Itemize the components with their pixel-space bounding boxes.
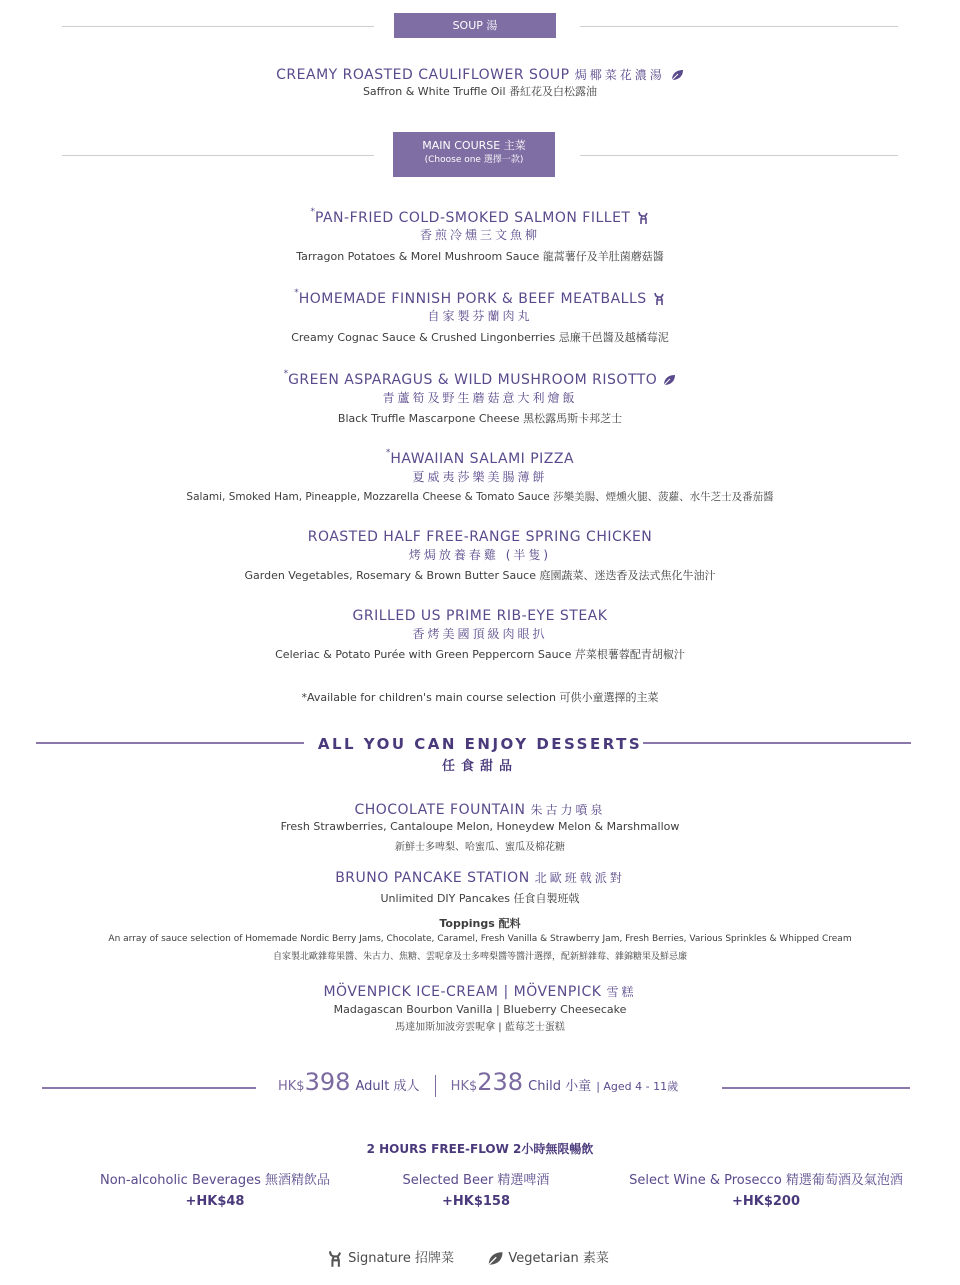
freeflow-option-2 [356, 1169, 596, 1209]
main-dish-5 [0, 526, 960, 545]
toppings-label: Toppings 配料 [439, 917, 521, 930]
child-age: | Aged 4 - 11歲 [596, 1080, 679, 1093]
main-dish-3 [0, 369, 960, 388]
beverage-price: +HK$200 [731, 1194, 801, 1209]
beverage-price: +HK$48 [185, 1194, 245, 1209]
dish-desc: Fresh Strawberries, Cantaloupe Melon, Honeydew Melon & Marshmallow [280, 820, 680, 833]
dish-desc: Madagascan Bourbon Vanilla | Blueberry Cheesecake [333, 1003, 627, 1016]
movenpick-ice-cream [0, 981, 960, 1000]
dish-desc: Celeriac & Potato Purée with Green Peppercorn Sauce 芹菜根薯蓉配青胡椒汁 [275, 648, 685, 661]
vegetarian-icon [662, 374, 676, 386]
price-separator [435, 1075, 436, 1097]
dish-name-en: BRUNO PANCAKE STATION [335, 870, 530, 886]
main-sublabel-text: (Choose one 選擇一款) [424, 155, 524, 165]
dish-desc: Garden Vegetables, Rosemary & Brown Butter Sauce 庭園蔬菜、迷迭香及法式焦化牛油汁 [244, 569, 716, 582]
children-note: *Available for children's main course selection 可供小童選擇的主菜 [301, 691, 659, 704]
toppings-desc: An array of sauce selection of Homemade Nordic Berry Jams, Chocolate, Caramel, Fresh Vanilla & Strawberry Jam, Fresh Berries, Various Sprinkles & Whipped Cream [108, 934, 852, 944]
dish-desc: Salami, Smoked Ham, Pineapple, Mozzarella Cheese & Tomato Sauce 莎樂美腸、煙燻火腿、菠蘿、水牛芝士及番茄醬 [186, 491, 774, 503]
dish-name-zh: 夏威夷莎樂美腸薄餅 [412, 470, 548, 484]
signature-icon [326, 1250, 344, 1268]
dish-name-zh: 雪糕 [606, 985, 637, 999]
main-dish-4 [0, 448, 960, 467]
chocolate-fountain [0, 799, 960, 818]
dish-name-zh: 焗椰菜花濃湯 [574, 68, 665, 82]
beverage-price: +HK$158 [441, 1194, 511, 1209]
main-dish-1 [0, 207, 960, 226]
dish-name-en: GREEN ASPARAGUS & WILD MUSHROOM RISOTTO [288, 372, 658, 388]
adult-price: 398 [304, 1068, 351, 1096]
dish-desc-zh: 新鮮士多啤梨、哈蜜瓜、蜜瓜及棉花糖 [395, 842, 565, 853]
soup-section-label [394, 13, 556, 38]
dish-name-zh: 北歐班戟派對 [534, 871, 625, 885]
dish-desc: Tarragon Potatoes & Morel Mushroom Sauce 龍蒿薯仔及羊肚菌蘑菇醬 [296, 250, 664, 263]
pricing-row [278, 1068, 678, 1097]
dish-name-en: HAWAIIAN SALAMI PIZZA [390, 451, 575, 467]
soup-desc: Saffron & White Truffle Oil 番紅花及白松露油 [362, 85, 598, 98]
divider-line [580, 26, 898, 27]
freeflow-option-1 [70, 1169, 360, 1209]
child-price: 238 [477, 1068, 524, 1096]
toppings-desc-zh: 自家製北歐雜莓果醬、朱古力、焦糖、雲呢拿及士多啤梨醬等醬汁選擇，配新鮮雜莓、雜錦糖果及鮮忌廉 [272, 952, 687, 962]
child-star: * [294, 288, 299, 298]
dish-name-en: HOMEMADE FINNISH PORK & BEEF MEATBALLS [298, 291, 647, 307]
soup-dish [0, 64, 960, 83]
child-label: Child 小童 [528, 1079, 592, 1094]
dish-name-zh: 香烤美國頂級肉眼扒 [412, 627, 548, 641]
dish-desc: Unlimited DIY Pancakes 任食自製班戟 [380, 892, 580, 905]
pancake-station [0, 867, 960, 886]
beverage-name: Select Wine & Prosecco 精選葡萄酒及氣泡酒 [629, 1173, 903, 1188]
child-currency: HK$ [450, 1079, 478, 1094]
divider-line [722, 1087, 910, 1089]
dish-name-zh: 青蘆筍及野生蘑菇意大利燴飯 [382, 391, 578, 405]
adult-currency: HK$ [278, 1079, 305, 1094]
dish-name-en: PAN-FRIED COLD-SMOKED SALMON FILLET [314, 210, 631, 226]
divider-line [42, 1087, 256, 1089]
dish-name-zh: 自家製芬蘭肉丸 [427, 309, 533, 323]
child-star: * [310, 207, 315, 217]
adult-label: Adult 成人 [355, 1079, 420, 1094]
child-star: * [283, 369, 289, 379]
signature-icon [652, 292, 666, 306]
dish-desc-zh: 馬達加斯加波旁雲呢拿 | 藍莓芝士蛋糕 [395, 1022, 565, 1033]
dish-name-en: ROASTED HALF FREE-RANGE SPRING CHICKEN [307, 529, 653, 545]
dish-name-zh: 烤焗放養春雞 (半隻) [408, 548, 552, 562]
main-course-section-label [393, 132, 555, 177]
beverage-name: Selected Beer 精選啤酒 [402, 1173, 550, 1188]
divider-line [580, 155, 898, 156]
beverage-name: Non-alcoholic Beverages 無酒精飲品 [99, 1173, 331, 1188]
dish-desc: Black Truffle Mascarpone Cheese 黑松露馬斯卡邦芝士 [337, 412, 623, 425]
dish-name-zh: 朱古力噴泉 [530, 803, 606, 817]
signature-legend-label: Signature 招牌菜 [348, 1251, 454, 1266]
vegetarian-icon [670, 69, 684, 81]
dish-name-en: CREAMY ROASTED CAULIFLOWER SOUP [276, 67, 570, 83]
main-dish-6 [0, 605, 960, 624]
child-star: * [385, 448, 391, 458]
desserts-title: ALL YOU CAN ENJOY DESSERTS [317, 735, 643, 753]
legend [326, 1247, 609, 1268]
freeflow-title: 2 HOURS FREE-FLOW 2小時無限暢飲 [366, 1142, 594, 1156]
vegetarian-legend-label: Vegetarian 素菜 [508, 1251, 609, 1266]
dish-name-en: CHOCOLATE FOUNTAIN [354, 802, 526, 818]
dish-name-en: GRILLED US PRIME RIB-EYE STEAK [352, 608, 608, 624]
divider-line [62, 26, 374, 27]
soup-label-text: SOUP 湯 [452, 19, 498, 32]
dish-name-en: MÖVENPICK ICE-CREAM | MÖVENPICK [323, 984, 602, 1000]
divider-line [62, 155, 374, 156]
dish-desc: Creamy Cognac Sauce & Crushed Lingonberries 忌廉干邑醬及越橘莓泥 [291, 331, 669, 344]
signature-icon [636, 211, 650, 225]
main-dish-2 [0, 288, 960, 307]
main-label-text: MAIN COURSE 主菜 [422, 139, 526, 152]
desserts-title-zh: 任食甜品 [441, 759, 518, 774]
dish-name-zh: 香煎冷燻三文魚柳 [419, 228, 540, 242]
vegetarian-icon [486, 1251, 504, 1266]
freeflow-option-3 [610, 1169, 922, 1209]
